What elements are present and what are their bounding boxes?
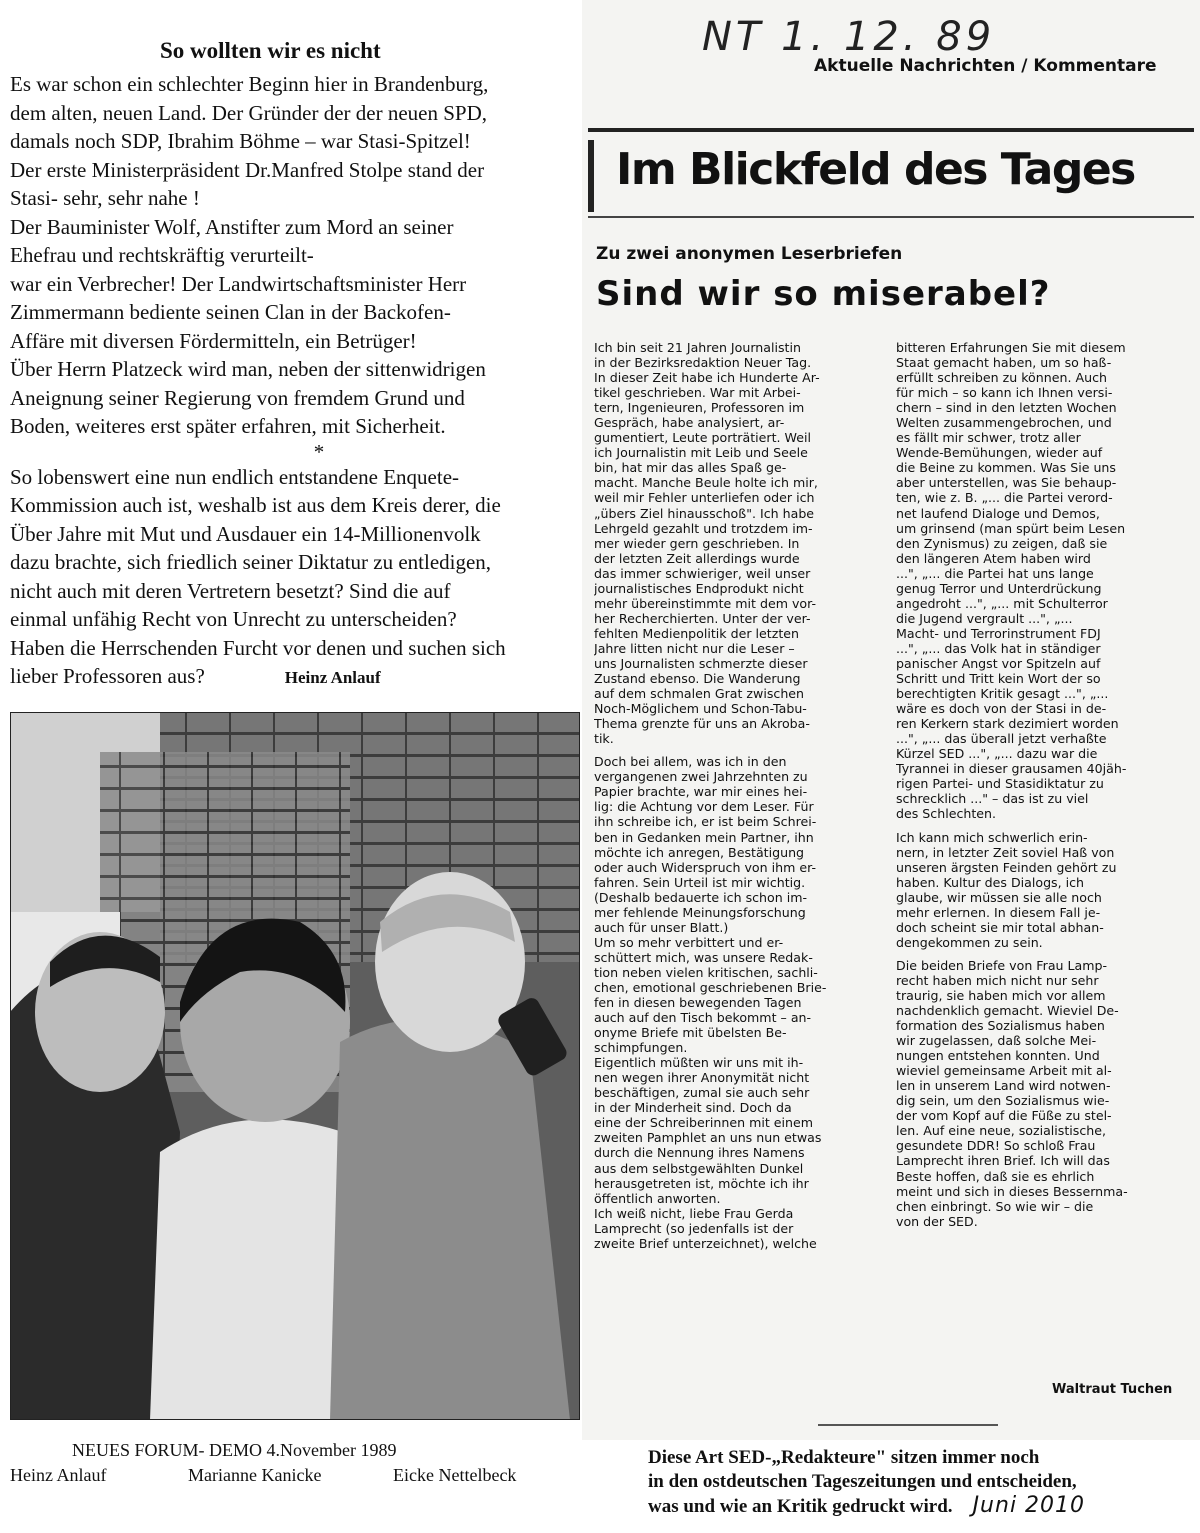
clipping-text-line: beschäftigen, zumal sie auch sehr [594,1085,810,1101]
clipping-text-line: panischer Angst vor Spitzeln auf [896,655,1101,671]
clipping-text-line: wäre es doch von der Stasi in de- [896,701,1107,717]
clipping-text-line: wieviel gemeinsame Arbeit mit al- [896,1063,1112,1079]
clipping-text-line: tik. [594,731,614,747]
clipping-text-line: mer wieder gern geschrieben. In [594,535,800,551]
clipping-text-line: ren Kerkern stark dezimiert worden [896,716,1119,732]
clipping-text-line: uns Journalisten schmerzte dieser [594,655,808,671]
clipping-text-line: „übers Ziel hinausschoß". Ich habe [594,505,815,521]
clipping-text-line: auf dem schmalen Grat zwischen [594,686,805,702]
left-text-line: Über Jahre mit Mut und Ausdauer ein 14-Millionenvolk [10,521,481,546]
clipping-text-line: recht haben mich nicht nur sehr [896,972,1099,988]
clipping-rule [588,216,1194,218]
clipping-text-line: oder auch Widerspruch von ihm er- [594,859,817,875]
clipping-text-line: haben. Kultur des Dialogs, ich [896,874,1085,890]
clipping-text-line: tern, Ingenieuren, Professoren im [594,400,805,416]
left-text-line: Stasi- sehr, sehr nahe ! [10,186,200,210]
caption-name-1: Heinz Anlauf [10,1465,107,1485]
clipping-text-line: Eigentlich müßten wir uns mit ih- [594,1055,804,1071]
left-text-line: Es war schon ein schlechter Beginn hier in Brandenburg, [10,72,489,96]
clipping-text-line: mer fehlende Meinungsforschung [594,904,806,920]
left-text-line: Haben die Herrschenden Furcht vor denen und suchen sich [10,635,506,660]
clipping-text-line: erfüllt schreiben zu können. Auch [896,370,1107,386]
clipping-text-line: formation des Sozialismus haben [896,1018,1105,1034]
paragraph-gap [594,746,880,754]
clipping-text-line: den längeren Atem haben wird [896,550,1091,566]
clipping-text-line: doch scheint sie mir total abhan- [896,919,1104,935]
clipping-text-line: Kürzel SED ...", „... dazu war die [896,746,1098,762]
left-text-line: So lobenswert eine nun endlich entstandene Enquete- [10,464,460,489]
clipping-text-line: durch die Nennung ihres Namens [594,1145,805,1161]
clipping-text-line: Die beiden Briefe von Frau Lamp- [896,957,1108,973]
clipping-text-line: Thema grenzte für uns an Akroba- [594,716,810,732]
left-text-line: Ehefrau und rechtskräftig verurteilt- [10,243,314,267]
clipping-text-line: weil mir Fehler unterliefen oder ich [594,490,815,506]
clipping-text-line: nern, in letzter Zeit soviel Haß von [896,844,1115,860]
clipping-text-line: nachdenklich gemacht. Wieviel De- [896,1003,1119,1019]
left-text-line: lieber Professoren aus? [10,664,205,688]
clipping-text-line: (Deshalb bedauerte ich schon im- [594,889,808,905]
clipping-text-line: Tyrannei in dieser grausamen 40jäh- [896,761,1127,777]
clipping-text-line: fehlten Medienpolitik der letzten [594,625,799,641]
photo-caption-names [10,1463,580,1488]
demo-photo [10,712,580,1420]
clipping-text-line: der letzten Zeit allerdings wurde [594,550,800,566]
clipping-text-line: Zustand ebenso. Die Wanderung [594,671,801,687]
clipping-text-line: Welten zusammengebrochen, und [896,415,1112,431]
clipping-text-line: aber unterstellen, was Sie behaup- [896,475,1117,491]
clipping-text-line: auch für unser Blatt.) [594,919,729,935]
clipping-text-line: wir zugelassen, daß solche Mei- [896,1033,1097,1049]
clipping-text-line: tikel geschrieben. War mit Arbei- [594,385,801,401]
comment-line-1: Diese Art SED-„Redakteure" sitzen immer noch [648,1447,1040,1468]
clipping-text-line: die Beine zu kommen. Was Sie uns [896,460,1116,476]
clipping-text-line: vergangenen zwei Jahrzehnten zu [594,769,808,785]
left-text-line: Kommission auch ist, weshalb ist aus dem Kreis derer, die [10,493,501,517]
clipping-text-line: unseren ärgsten Feinden gehört zu [896,859,1117,875]
clipping-text-line: Lehrgeld gezahlt und trotzdem im- [594,520,813,536]
left-text-line: war ein Verbrecher! Der Landwirtschaftsminister Herr [10,271,467,296]
clipping-text-line: traurig, sie haben mich vor allem [896,987,1106,1003]
clipping-text-line: fahren. Sein Urteil ist mir wichtig. [594,874,806,890]
clipping-text-line: chern – sind in den letzten Wochen [896,400,1117,416]
clipping-text-line: in der Minderheit sind. Doch da [594,1100,792,1116]
left-text-line: Über Herrn Platzeck wird man, neben der sittenwidrigen [10,357,486,381]
left-text-last-line [10,662,588,693]
clipping-text-line: angedroht ...", „... mit Schulterror [896,595,1108,611]
clipping-text-line: Jahre litten nicht nur die Leser – [594,640,795,656]
clipping-rule [588,128,1194,132]
clipping-text-line: Ich weiß nicht, liebe Frau Gerda [594,1205,794,1221]
clipping-kicker: Zu zwei anonymen Leserbriefen [596,244,903,264]
clipping-text-line: schimpfungen. [594,1040,688,1056]
clipping-text-line: Noch-Möglichem und Schon-Tabu- [594,701,807,717]
clipping-text-line: meint und sich in dieses Bessernma- [896,1183,1128,1199]
clipping-text-line: chen, emotional geschriebenen Brie- [594,979,827,995]
left-text-line: Zimmermann bediente seinen Clan in der Backofen- [10,300,451,324]
paragraph-gap [896,822,1182,830]
paragraph-gap [896,950,1182,958]
clipping-text-line: zweite Brief unterzeichnet), welche [594,1235,817,1251]
handwritten-date: NT 1. 12. 89 [702,14,996,60]
clipping-text-line: mehr erlernen. In diesem Fall je- [896,904,1101,920]
clipping-text-line: Gespräch, habe analysiert, ar- [594,415,785,431]
clipping-text-line: bitteren Erfahrungen Sie mit diesem [896,340,1126,355]
clipping-text-line: her Recherchierten. Unter der ver- [594,610,811,626]
clipping-text-line: ben in Gedanken mein Partner, ihn [594,829,814,845]
clipping-text-line: Beste hoffen, daß sie es ehrlich [896,1168,1095,1184]
comment-line-3: was und wie an Kritik gedruckt wird. [648,1496,953,1517]
clipping-text-line: dig sein, um den Sozialismus wie- [896,1093,1110,1109]
comment-line-2: in den ostdeutschen Tageszeitungen und entscheiden, [648,1471,1077,1492]
clipping-text-line: schrecklich ..." – das ist zu viel [896,791,1089,807]
clipping-text-line: Ich kann mich schwerlich erin- [896,829,1088,845]
clipping-text-line: chen einbringt. So wie wir – die [896,1198,1094,1214]
clipping-text-line: genug Terror und Unterdrückung [896,580,1102,596]
left-text-line: damals noch SDP, Ibrahim Böhme – war Stasi-Spitzel! [10,129,471,153]
clipping-text-line: glaube, wir müssen sie alle noch [896,889,1102,905]
clipping-text-line: den Zynismus) zu zeigen, daß sie [896,535,1108,551]
clipping-text-line: ...", „... das Volk hat in ständiger [896,640,1101,656]
clipping-text-line: rigen Partei- und Stasidiktatur zu [896,776,1104,792]
clipping-text-line: mehr übereinstimmte mit dem vor- [594,595,817,611]
left-text-line: einmal unfähig Recht von Unrecht zu unterscheiden? [10,607,457,631]
clipping-text-line: es fällt mir schwer, trotz aller [896,430,1081,446]
clipping-text-line: dengekommen zu sein. [896,934,1043,950]
comment-note [648,1446,1193,1519]
clipping-text-line: das immer schwieriger, weil unser [594,565,811,581]
clipping-text-line: Um so mehr verbittert und er- [594,934,784,950]
clipping-text-line: Wende-Bemühungen, wieder auf [896,445,1103,461]
clipping-text-line: bin, hat mir das alles Spaß ge- [594,460,787,476]
left-signature: Heinz Anlauf [284,668,381,687]
clipping-author: Waltraut Tuchen [1052,1382,1173,1397]
clipping-section-label: Aktuelle Nachrichten / Kommentare [814,56,1157,76]
clipping-text-line: Staat gemacht haben, um so haß- [896,355,1112,371]
left-text-line: nicht auch mit deren Vertretern besetzt? Sind die auf [10,578,451,603]
clipping-text-line: len. Auf eine neue, sozialistische, [896,1123,1107,1139]
clipping-text-line: Doch bei allem, was ich in den [594,754,787,770]
clipping-rule [818,1424,998,1426]
photo-caption [10,1438,580,1488]
clipping-text-line: ...", „... das überall jetzt verhaßte [896,731,1107,747]
clipping-text-line: möchte ich anregen, Bestätigung [594,844,805,860]
clipping-text-line: für mich – so kann ich Ihnen versi- [896,385,1113,401]
clipping-text-line: net laufend Dialoge und Demos, [896,505,1100,521]
clipping-text-line: des Schlechten. [896,806,997,822]
clipping-text-line: auch auf den Tisch bekommt – an- [594,1010,812,1026]
left-text-line: Affäre mit diversen Fördermitteln, ein Betrüger! [10,328,417,353]
clipping-banner-text: Im Blickfeld des Tages [616,144,1135,195]
clipping-text-line: Lamprecht (so jedenfalls ist der [594,1220,794,1236]
clipping-text-line: herausgetreten ist, möchte ich ihr [594,1175,809,1191]
clipping-text-line: In dieser Zeit habe ich Hunderte Ar- [594,370,820,386]
clipping-text-line: in der Bezirksredaktion Neuer Tag. [594,355,812,371]
clipping-text-line: journalistisches Endprodukt nicht [594,580,804,596]
clipping-text-line: Papier brachte, war mir eines hei- [594,784,808,800]
left-text-line: dem alten, neuen Land. Der Gründer der der neuen SPD, [10,100,488,125]
clipping-text-line: berechtigten Kritik gesagt ...", „... [896,686,1109,702]
clipping-text-line: aus dem selbstgewählten Dunkel [594,1160,804,1176]
clipping-text-line: ten, wie z. B. „... die Partei verord- [896,490,1113,506]
left-text-line: Boden, weiteres erst später erfahren, mit Sicherheit. [10,414,446,438]
clipping-text-line: Ich bin seit 21 Jahren Journalistin [594,340,801,355]
left-text-line: dazu brachte, sich friedlich seiner Diktatur zu entledigen, [10,550,492,574]
clipping-column-1 [594,340,880,1251]
clipping-text-line: die Jugend vergrault ...", „... [896,610,1073,626]
separator-star: * [313,439,325,464]
left-text-line: Der erste Ministerpräsident Dr.Manfred Stolpe stand der [10,157,485,182]
caption-name-3: Eicke Nettelbeck [393,1465,517,1485]
clipping-text-line: von der SED. [896,1213,978,1229]
clipping-text-line: der vom Kopf auf die Füße zu stel- [896,1108,1112,1124]
clipping-text-line: Macht- und Terrorinstrument FDJ [896,625,1101,641]
clipping-text-line: schüttert mich, was unsere Redak- [594,949,813,965]
clipping-text-line: eine der Schreiberinnen mit einem [594,1115,814,1131]
clipping-text-line: gesundete DDR! So schloß Frau [896,1138,1096,1154]
clipping-text-line: tion neben vielen kritischen, sachli- [594,964,818,980]
clipping-text-line: lig: die Achtung vor dem Leser. Für [594,799,814,815]
left-text-line: Der Bauminister Wolf, Anstifter zum Mord an seiner [10,214,454,239]
newspaper-clipping [582,0,1200,1440]
clipping-text-line: len in unserem Land wird notwen- [896,1078,1111,1094]
photo-caption-title: NEUES FORUM- DEMO 4.November 1989 [72,1440,397,1460]
clipping-text-line: gumentiert, Leute porträtiert. Weil [594,430,811,446]
clipping-text-line: macht. Manche Beule holte ich mir, [594,475,818,491]
clipping-text-line: nen wegen ihrer Anonymität nicht [594,1070,810,1086]
clipping-text-line: ...", „... die Partei hat uns lange [896,565,1094,581]
clipping-text-line: onyme Briefe mit übelsten Be- [594,1025,787,1041]
clipping-headline: Sind wir so miserabel? [596,274,1051,314]
clipping-text-line: Lamprecht ihren Brief. Ich will das [896,1153,1110,1169]
handwritten-note-date: Juni 2010 [972,1493,1086,1518]
clipping-column-2 [896,340,1182,1229]
left-text-line: Aneignung seiner Regierung von fremdem Grund und [10,385,465,410]
clipping-banner [588,140,1188,212]
clipping-text-line: öffentlich anworten. [594,1190,721,1206]
clipping-text-line: zweiten Pamphlet an uns nun etwas [594,1130,822,1146]
clipping-text-line: nungen entstehen konnten. Und [896,1048,1100,1064]
clipping-text-line: fen in diesen bewegenden Tagen [594,995,802,1011]
clipping-text-line: um grinsend (man spürt beim Lesen [896,520,1126,536]
left-article-title: So wollten wir es nicht [160,38,381,63]
clipping-text-line: Schritt und Tritt kein Wort der so [896,671,1101,687]
clipping-text-line: ich Journalistin mit Leib und Seele [594,445,808,461]
clipping-text-line: ihn schreibe ich, er ist beim Schrei- [594,814,817,830]
left-article-body [10,70,588,693]
caption-name-2: Marianne Kanicke [188,1465,322,1485]
